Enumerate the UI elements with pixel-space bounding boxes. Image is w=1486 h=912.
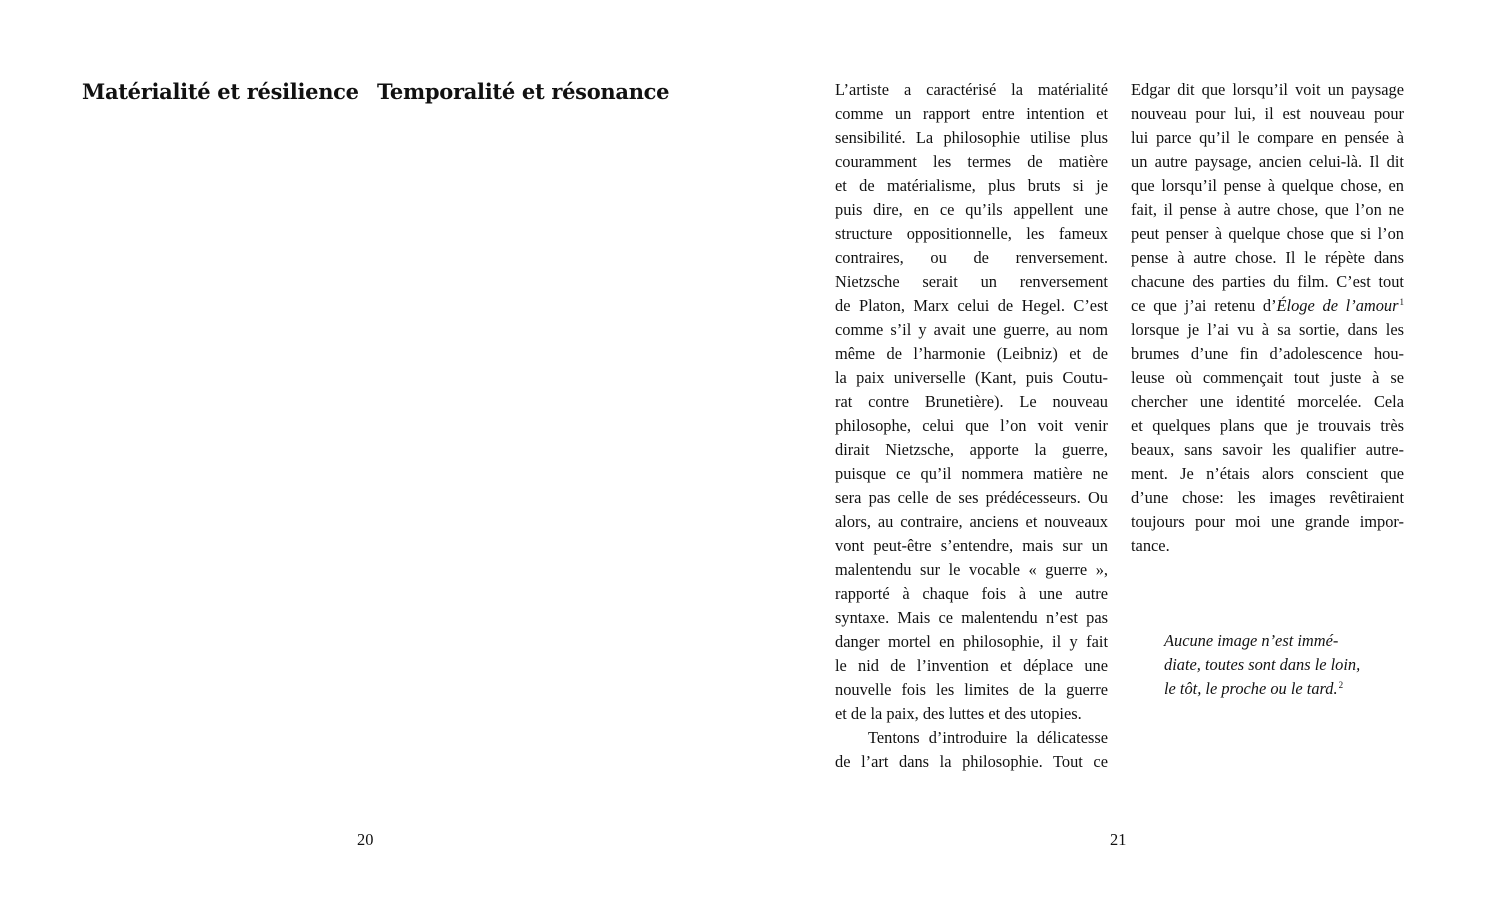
citation-line	[1131, 294, 1404, 318]
text-line: danger mortel en philosophie, il y fait	[835, 632, 1108, 651]
page-number-right: 21	[1110, 830, 1127, 849]
text-line: comme s’il y avait une guerre, au nom	[835, 320, 1108, 339]
footnote-ref-2[interactable]: 2	[1338, 680, 1344, 690]
text-line: dirait Nietzsche, apporte la guerre,	[835, 440, 1108, 459]
text-column-1	[835, 78, 1108, 774]
page-number-left: 20	[357, 830, 374, 849]
text-line: philosophe, celui que l’on voit venir	[835, 416, 1108, 435]
section-heading-materialite: Matérialité et résilience	[82, 79, 359, 104]
text-line: lui parce qu’il le compare en pensée à	[1131, 128, 1404, 147]
quote-line	[1164, 677, 1394, 701]
text-line: de Platon, Marx celui de Hegel. C’est	[835, 296, 1108, 315]
text-line: nouvelle fois les limites de la guerre	[835, 680, 1108, 699]
text-line: lorsque je l’ai vu à sa sortie, dans les	[1131, 320, 1404, 339]
text-line: sera pas celle de ses prédécesseurs. Ou	[835, 488, 1108, 507]
text-line: chacune des parties du film. C’est tout	[1131, 272, 1404, 291]
text-line: couramment les termes de matière	[835, 152, 1108, 171]
text-line: alors, au contraire, anciens et nouveaux	[835, 512, 1108, 531]
text-line: vont peut-être s’entendre, mais sur un	[835, 536, 1108, 555]
epigraph-quote	[1164, 629, 1394, 701]
text-line: beaux, sans savoir les qualifier autre-	[1131, 440, 1404, 459]
text-line: de l’art dans la philosophie. Tout ce	[835, 752, 1108, 771]
section-heading-temporalite: Temporalité et résonance	[377, 79, 670, 104]
text-line: leuse où commençait tout juste à se	[1131, 368, 1404, 387]
text-line: malentendu sur le vocable « guerre »,	[835, 560, 1108, 579]
text-line: même de l’harmonie (Leibniz) et de	[835, 344, 1108, 363]
text-line: peut penser à quelque chose que si l’on	[1131, 224, 1404, 243]
citation-prefix: ce que j’ai retenu d’	[1131, 296, 1277, 315]
text-line: d’une chose: les images revêtiraient	[1131, 488, 1404, 507]
text-line: brumes d’une fin d’adolescence hou-	[1131, 344, 1404, 363]
text-line: que lorsqu’il pense à quelque chose, en	[1131, 176, 1404, 195]
text-line: Tentons d’introduire la délicatesse	[868, 728, 1108, 747]
text-line: et de la paix, des luttes et des utopies.	[835, 704, 1082, 723]
text-line: et quelques plans que je trouvais très	[1131, 416, 1404, 435]
footnote-ref-1[interactable]: 1	[1399, 297, 1404, 307]
quote-line: diate, toutes sont dans le loin,	[1164, 655, 1361, 674]
text-column-2	[1131, 78, 1404, 558]
text-line: contraires, ou de renversement.	[835, 248, 1108, 267]
text-line: rat contre Brunetière). Le nouveau	[835, 392, 1108, 411]
text-line: L’artiste a caractérisé la matérialité	[835, 80, 1108, 99]
text-line: toujours pour moi une grande impor-	[1131, 512, 1404, 531]
text-line: ment. Je n’étais alors conscient que	[1131, 464, 1404, 483]
text-line: fait, il pense à autre chose, que l’on ne	[1131, 200, 1404, 219]
text-line: tance.	[1131, 536, 1170, 555]
text-line: chercher une identité morcelée. Cela	[1131, 392, 1404, 411]
text-line: syntaxe. Mais ce malentendu n’est pas	[835, 608, 1108, 627]
text-line: la paix universelle (Kant, puis Coutu-	[835, 368, 1108, 387]
text-line: comme un rapport entre intention et	[835, 104, 1108, 123]
text-line: pense à autre chose. Il le répète dans	[1131, 248, 1404, 267]
quote-line: Aucune image n’est immé-	[1164, 631, 1339, 650]
text-line: puis dire, en ce qu’ils appellent une	[835, 200, 1108, 219]
text-line: sensibilité. La philosophie utilise plus	[835, 128, 1108, 147]
text-line: nouveau pour lui, il est nouveau pour	[1131, 104, 1404, 123]
text-line: le nid de l’invention et déplace une	[835, 656, 1108, 675]
film-title: Éloge de l’amour	[1276, 296, 1399, 315]
text-line: Nietzsche serait un renversement	[835, 272, 1108, 291]
text-line: et de matérialisme, plus bruts si je	[835, 176, 1108, 195]
text-line: puisque ce qu’il nommera matière ne	[835, 464, 1108, 483]
text-line: rapporté à chaque fois à une autre	[835, 584, 1108, 603]
quote-line-text: le tôt, le proche ou le tard.	[1164, 679, 1338, 698]
text-line: un autre paysage, ancien celui-là. Il dit	[1131, 152, 1404, 171]
text-line: structure oppositionnelle, les fameux	[835, 224, 1108, 243]
text-line: Edgar dit que lorsqu’il voit un paysage	[1131, 80, 1404, 99]
